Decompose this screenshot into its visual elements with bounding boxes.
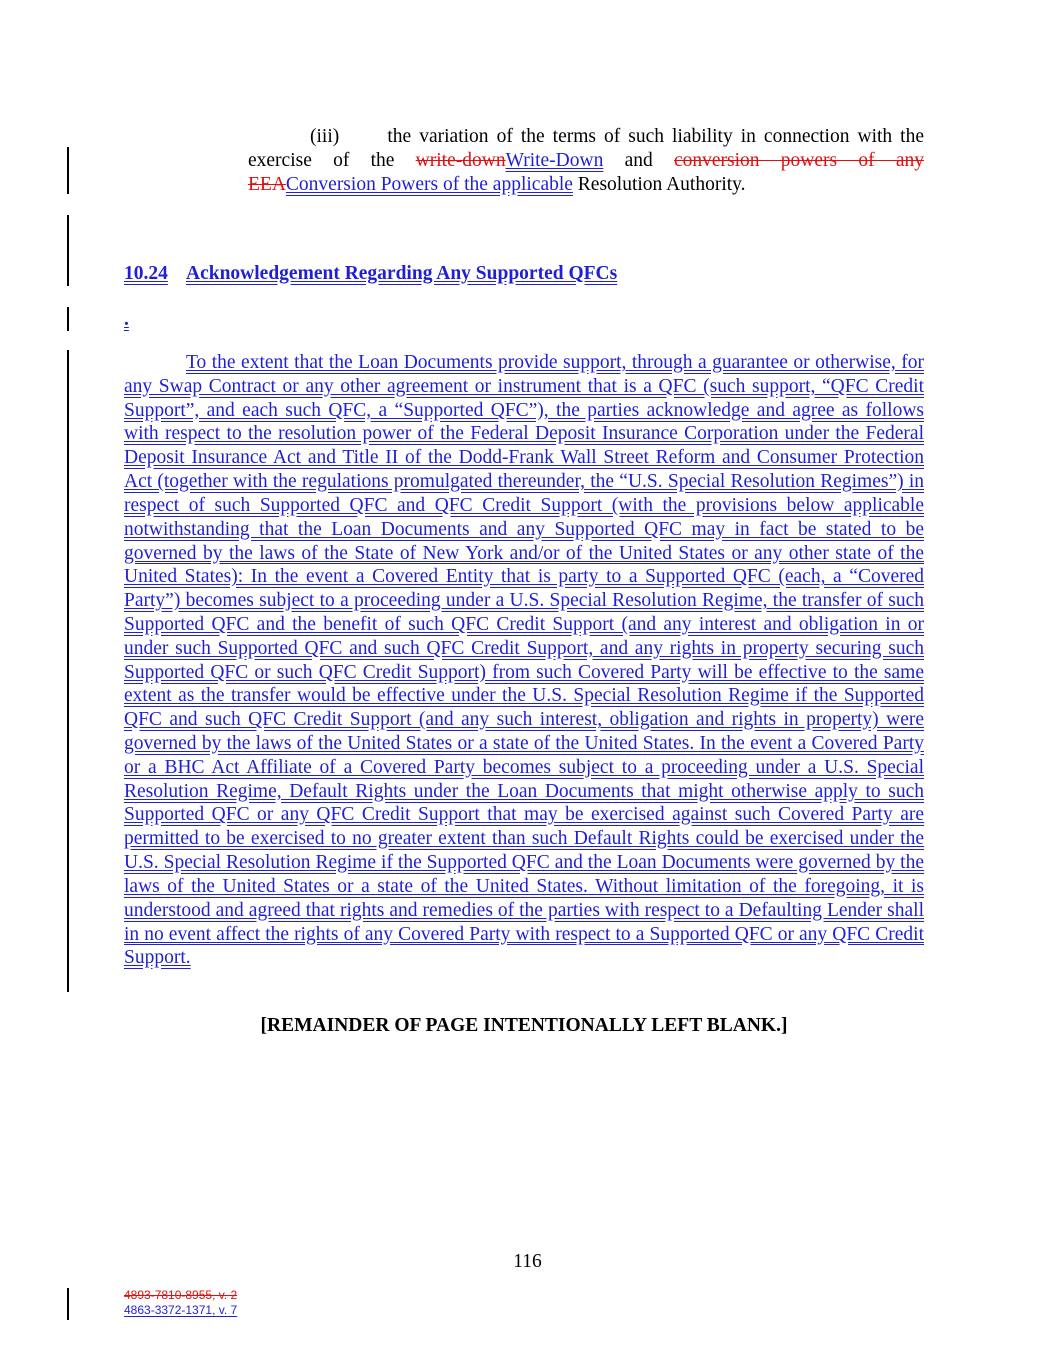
- deleted-text: write-down: [415, 150, 506, 171]
- clause-text: the variation of the terms of such liability in connection with the exercise of the: [248, 126, 924, 171]
- change-bar: [67, 1288, 69, 1320]
- change-bar: [67, 215, 69, 286]
- inserted-period: [124, 308, 129, 332]
- change-bar: [67, 147, 69, 194]
- inserted-document-id: 4863-3372-1371, v. 7: [124, 1303, 238, 1317]
- clause-label: (iii): [310, 126, 340, 147]
- inserted-text: .: [124, 309, 129, 330]
- inserted-text: To the extent that the Loan Documents provide support, through a guarantee or otherwise, for any Swap Contract or any other agreement or instrument that is a QFC (such support, “QFC Credit Support”, and each such QFC, a “Supported QFC”), the parties acknowledge and agree as follows with respect to the resolution power of the Federal Deposit Insurance Corporation under the Federal Deposit Insurance Act and Title II of the Dodd-Frank Wall Street Reform and Consumer Protection Act (together with the regulations promulgated thereunder, the “U.S. Special Resolution Regimes”) in respect of such Supported QFC and QFC Credit Support (with the provisions below applicable notwithstanding that the Loan Documents and any Supported QFC may in fact be stated to be governed by the laws of the State of New York and/or of the United States or any other state of the United States): In the event a Covered Entity that is party to a Supported QFC (each, a “Covered Party”) becomes subject to a proceeding under a U.S. Special Resolution Regime, the transfer of such Supported QFC and the benefit of such QFC Credit Support (and any interest and obligation in or under such Supported QFC and such QFC Credit Support, and any rights in property securing such Supported QFC or such QFC Credit Support) from such Covered Party will be effective to the same extent as the transfer would be effective under the U.S. Special Resolution Regime if the Supported QFC and such QFC Credit Support (and any such interest, obligation and rights in property) were governed by the laws of the United States or a state of the United States. In the event a Covered Party or a BHC Act Affiliate of a Covered Party becomes subject to a proceeding under a U.S. Special Resolution Regime, Default Rights under the Loan Documents that might otherwise apply to such Supported QFC or any QFC Credit Support that may be exercised against such Covered Party are permitted to be exercised to no greater extent than such Default Rights could be exercised under the U.S. Special Resolution Regime if the Supported QFC and the Loan Documents were governed by the laws of the United States or a state of the United States. Without limitation of the foregoing, it is understood and agreed that rights and remedies of the parties with respect to a Defaulting Lender shall in no event affect the rights of any Covered Party with respect to a Supported QFC or any QFC Credit Support.: [124, 352, 924, 969]
- clause-text: Resolution Authority.: [572, 174, 746, 195]
- section-title: Acknowledgement Regarding Any Supported QFCs: [186, 263, 618, 284]
- section-heading: [124, 262, 617, 286]
- page-number: 116: [513, 1251, 542, 1272]
- clause-text: and: [603, 150, 674, 171]
- inserted-text: Conversion Powers of the applicable: [285, 174, 573, 195]
- clause-iii: [248, 125, 924, 197]
- remainder-note: [REMAINDER OF PAGE INTENTIONALLY LEFT BLANK.]: [260, 1015, 788, 1036]
- qfc-paragraph: [124, 351, 924, 970]
- document-id-footer: [124, 1288, 237, 1318]
- deleted-text: conversion powers of any EEA: [248, 150, 925, 195]
- change-bar: [67, 350, 69, 992]
- inserted-text: Write-Down: [505, 150, 604, 171]
- section-number: 10.24: [124, 263, 168, 284]
- deleted-document-id: 4893-7810-8955, v. 2: [124, 1288, 238, 1302]
- change-bar: [67, 307, 69, 331]
